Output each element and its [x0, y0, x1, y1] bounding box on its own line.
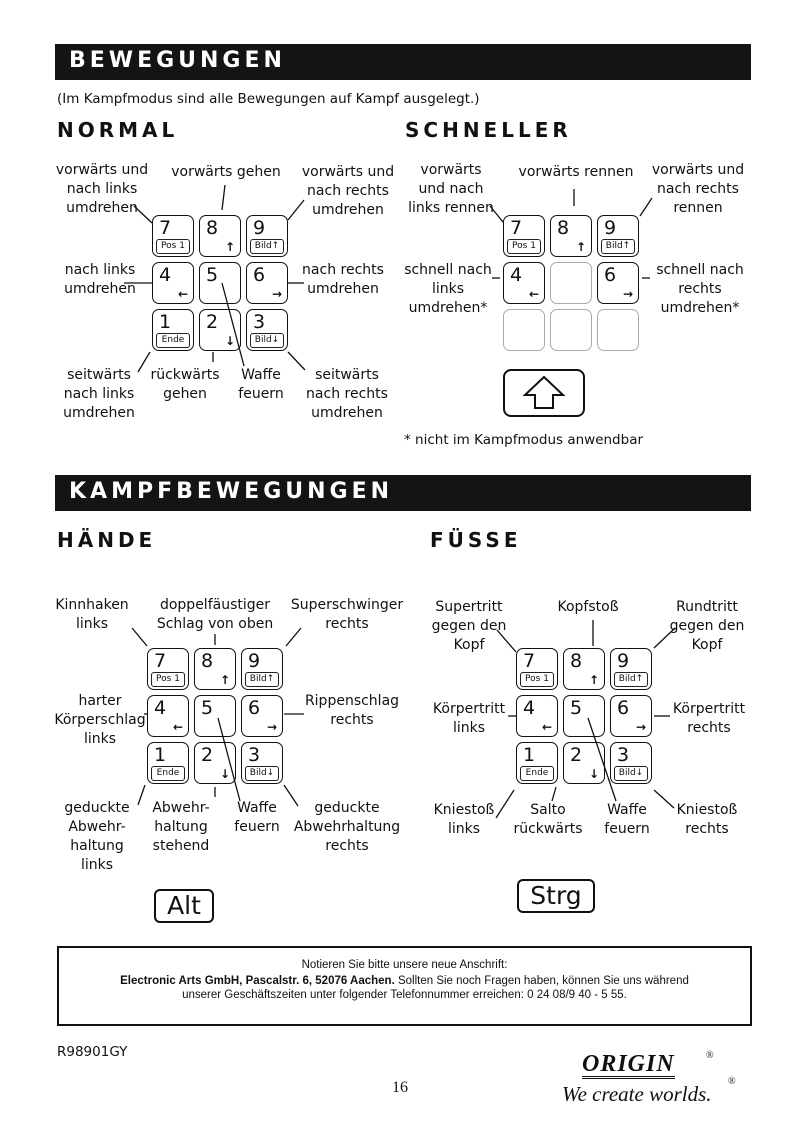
label-normal-mid-right: nach rechts umdrehen	[302, 262, 384, 297]
key-number: 6	[253, 264, 266, 286]
key-number: 3	[617, 744, 630, 766]
label-faster-mid-right: schnell nach rechts umdrehen*	[656, 262, 744, 316]
page-number: 16	[392, 1079, 408, 1096]
registered-mark: ®	[706, 1050, 714, 1061]
key-number: 2	[201, 744, 214, 766]
arrow-left-icon: ←	[528, 287, 540, 301]
arrow-up-icon: ↑	[224, 240, 236, 254]
connector-line	[490, 206, 503, 222]
notice-line-2-rest: Sollten Sie noch Fragen haben, können Sie uns während	[394, 975, 689, 987]
key-number: 5	[570, 697, 583, 719]
logo-text: ORIGIN	[582, 1051, 675, 1077]
key-number: 5	[206, 264, 219, 286]
connector-line	[284, 785, 298, 806]
label-normal-mid-left: nach links umdrehen	[64, 262, 136, 297]
origin-slogan: We create worlds.	[562, 1082, 712, 1106]
label-normal-bot-fire: Waffe feuern	[238, 367, 284, 402]
arrow-down-icon: ↓	[588, 767, 600, 781]
key-sublabel: Ende	[151, 766, 185, 781]
arrow-down-icon: ↓	[219, 767, 231, 781]
address-notice	[57, 946, 752, 1026]
label-hands-top-right: Superschwinger rechts	[290, 597, 404, 632]
key-number: 4	[154, 697, 167, 719]
key-number: 8	[557, 217, 570, 239]
connector-line	[222, 185, 225, 210]
key-number: 3	[253, 311, 266, 333]
connector-line	[288, 352, 305, 370]
key-number: 3	[248, 744, 261, 766]
arrow-right-icon: →	[271, 287, 283, 301]
key-number: 7	[159, 217, 172, 239]
origin-logo	[582, 1052, 675, 1079]
connector-line	[218, 718, 240, 801]
arrow-left-icon: ←	[541, 720, 553, 734]
connector-line	[288, 200, 304, 220]
label-hands-bot-left: geduckte Abwehr- haltung links	[64, 800, 130, 873]
key-number: 1	[154, 744, 167, 766]
key-number: 1	[523, 744, 536, 766]
label-feet-top-center: Kopfstoß	[557, 599, 619, 615]
arrow-up-icon: ↑	[575, 240, 587, 254]
label-hands-top-left: Kinnhaken links	[55, 597, 129, 632]
key-sublabel: Bild↓	[250, 333, 284, 348]
label-normal-bot-right: seitwärts nach rechts umdrehen	[306, 367, 388, 421]
label-hands-bot-right: geduckte Abwehrhaltung rechts	[293, 800, 401, 854]
connector-line	[138, 785, 145, 805]
key-number: 4	[510, 264, 523, 286]
key-number: 7	[154, 650, 167, 672]
document-code: R98901GY	[57, 1044, 128, 1060]
key-sublabel: Bild↑	[250, 239, 284, 254]
heading-feet: FÜSSE	[430, 528, 522, 552]
key-number: 7	[523, 650, 536, 672]
connector-line	[654, 790, 674, 808]
notice-line-3: unserer Geschäftszeiten unter folgender Telefonnummer erreichen: 0 24 08/9 40 - 5 55.	[182, 989, 627, 1001]
key-sublabel: Pos 1	[156, 239, 190, 254]
key-number: 1	[159, 311, 172, 333]
label-feet-top-left: Supertritt gegen den Kopf	[431, 599, 507, 653]
connector-line	[132, 628, 147, 646]
connector-line	[134, 206, 152, 223]
label-hands-mid-left: harter Körperschlag links	[54, 693, 146, 747]
connector-line	[654, 628, 675, 648]
arrow-left-icon: ←	[172, 720, 184, 734]
arrow-up-icon: ↑	[588, 673, 600, 687]
label-feet-mid-left: Körpertritt links	[432, 701, 506, 736]
label-faster-top-center: vorwärts rennen	[518, 164, 634, 180]
section-title-combat: KAMPFBEWEGUNGEN	[69, 479, 394, 504]
key-number: 8	[201, 650, 214, 672]
strg-key: Strg	[517, 879, 595, 913]
key-number: 6	[604, 264, 617, 286]
label-hands-top-center: doppelfäustiger Schlag von oben	[156, 597, 274, 632]
connector-line	[496, 790, 514, 818]
label-faster-top-right: vorwärts und nach rechts rennen	[651, 162, 745, 216]
alt-key: Alt	[154, 889, 214, 923]
key-sublabel: Bild↓	[245, 766, 279, 781]
heading-hands: HÄNDE	[57, 528, 157, 552]
arrow-up-icon: ↑	[219, 673, 231, 687]
label-normal-top-left: vorwärts und nach links umdrehen	[55, 162, 149, 216]
notice-company: Electronic Arts GmbH, Pascalstr. 6, 52076 Aachen.	[120, 975, 395, 987]
key-number: 2	[570, 744, 583, 766]
label-feet-mid-right: Körpertritt rechts	[672, 701, 746, 736]
key-sublabel: Pos 1	[507, 239, 541, 254]
arrow-right-icon: →	[635, 720, 647, 734]
arrow-right-icon: →	[266, 720, 278, 734]
key-sublabel: Bild↓	[614, 766, 648, 781]
label-faster-mid-left: schnell nach links umdrehen*	[404, 262, 492, 316]
arrow-down-icon: ↓	[224, 334, 236, 348]
label-normal-bot-center: rückwärts gehen	[150, 367, 220, 402]
heading-faster: SCHNELLER	[405, 118, 572, 142]
arrow-right-icon: →	[622, 287, 634, 301]
label-normal-top-right: vorwärts und nach rechts umdrehen	[301, 164, 395, 218]
key-number: 9	[253, 217, 266, 239]
label-hands-mid-right: Rippenschlag rechts	[304, 693, 400, 728]
label-normal-top-center: vorwärts gehen	[171, 164, 281, 180]
key-sublabel: Ende	[520, 766, 554, 781]
key-number: 2	[206, 311, 219, 333]
heading-normal: NORMAL	[57, 118, 179, 142]
key-number: 6	[617, 697, 630, 719]
label-feet-top-right: Rundtritt gegen den Kopf	[669, 599, 745, 653]
notice-line-1: Notieren Sie bitte unsere neue Anschrift:	[301, 959, 508, 971]
label-feet-bot-left: Kniestoß links	[433, 802, 495, 837]
key-sublabel: Bild↑	[245, 672, 279, 687]
footnote-not-in-combat: * nicht im Kampfmodus anwendbar	[404, 432, 644, 448]
key-sublabel: Bild↑	[601, 239, 635, 254]
key-number: 8	[206, 217, 219, 239]
connector-line	[552, 787, 556, 801]
key-number: 5	[201, 697, 214, 719]
connector-line	[497, 630, 516, 652]
key-sublabel: Ende	[156, 333, 190, 348]
arrow-left-icon: ←	[177, 287, 189, 301]
notice-line-2	[59, 975, 750, 987]
label-faster-top-left: vorwärts und nach links rennen	[408, 162, 494, 216]
key-number: 7	[510, 217, 523, 239]
movements-note: (Im Kampfmodus sind alle Bewegungen auf Kampf ausgelegt.)	[57, 91, 480, 107]
connector-line	[138, 352, 150, 372]
key-number: 4	[159, 264, 172, 286]
key-number: 4	[523, 697, 536, 719]
label-feet-bot-center: Salto rückwärts	[513, 802, 583, 837]
key-number: 6	[248, 697, 261, 719]
registered-mark-slogan: ®	[728, 1076, 736, 1087]
label-normal-bot-left: seitwärts nach links umdrehen	[63, 367, 135, 421]
connector-line	[222, 283, 244, 366]
label-feet-bot-right: Kniestoß rechts	[676, 802, 738, 837]
key-number: 9	[604, 217, 617, 239]
key-number: 9	[617, 650, 630, 672]
connector-line	[640, 198, 652, 216]
label-hands-bot-center: Abwehr- haltung stehend	[152, 800, 210, 854]
key-sublabel: Pos 1	[151, 672, 185, 687]
connector-line	[588, 718, 616, 801]
key-number: 8	[570, 650, 583, 672]
key-number: 9	[248, 650, 261, 672]
label-feet-bot-fire: Waffe feuern	[604, 802, 650, 837]
key-sublabel: Bild↑	[614, 672, 648, 687]
key-sublabel: Pos 1	[520, 672, 554, 687]
section-title-movements: BEWEGUNGEN	[69, 48, 286, 73]
connector-line	[286, 628, 301, 646]
label-hands-bot-fire: Waffe feuern	[234, 800, 280, 835]
